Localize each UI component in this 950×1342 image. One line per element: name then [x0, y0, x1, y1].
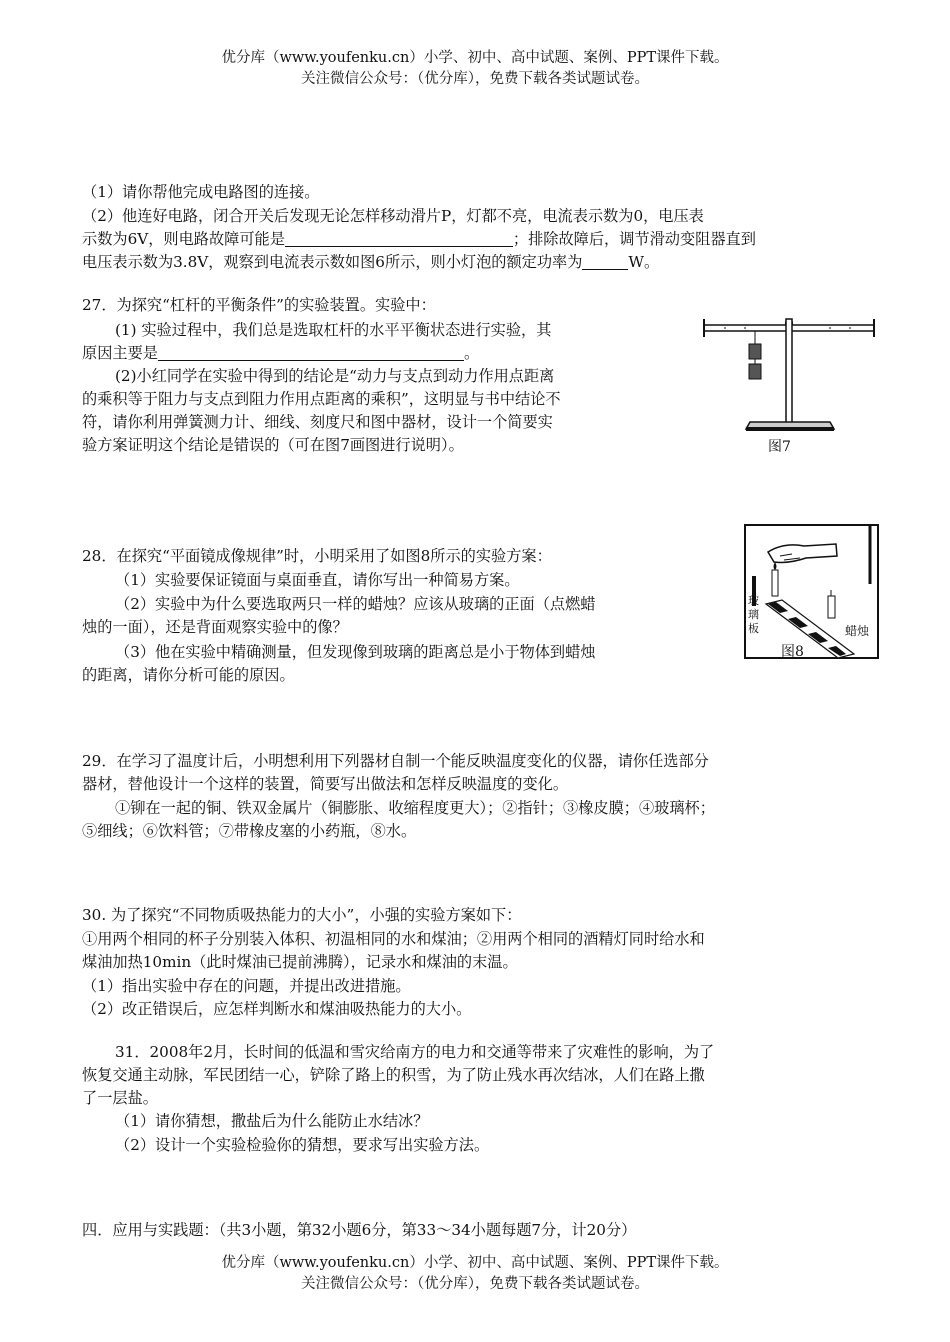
q27-sub2-line3: 符，请你利用弹簧测力计、细线、刻度尺和图中器材，设计一个简要实	[82, 413, 553, 431]
answer-blank[interactable]	[285, 230, 513, 247]
header-line-1: 优分库（www.youfenku.cn）小学、初中、高中试题、案例、PPT课件下载。	[221, 50, 729, 66]
glass-plate-label	[748, 594, 759, 636]
candle-front	[772, 570, 778, 596]
q28-sub3-line1: （3）他在实验中精确测量，但发现像到玻璃的距离总是小于物体到蜡烛	[115, 643, 596, 661]
mirror-figure	[744, 524, 880, 660]
header-line-2: 关注微信公众号：（优分库），免费下载各类试题试卷。	[301, 71, 649, 87]
q27-sub1-line1: (1) 实验过程中，我们总是选取杠杆的水平平衡状态进行实验，其	[115, 321, 552, 339]
q27-sub2-line1: (2)小红同学在实验中得到的结论是“动力与支点到动力作用点距离	[115, 367, 555, 385]
q30-sub2: （2）改正错误后，应怎样判断水和煤油吸热能力的大小。	[82, 1000, 472, 1018]
q31-sub1: （1）请你猜想，撒盐后为什么能防止水结冰？	[115, 1112, 429, 1130]
candle-label: 蜡烛	[845, 624, 870, 638]
q30-scheme-line1: ①用两个相同的杯子分别装入体积、初温相同的水和煤油；②用两个相同的酒精灯同时给水和	[82, 930, 705, 948]
glass-plate-label-1: 玻	[748, 594, 759, 607]
figure-8-caption: 图8	[781, 644, 804, 660]
q29-line2: 器材，替他设计一个这样的装置，简要写出做法和怎样反映温度的变化。	[82, 775, 568, 793]
q27-sub1-line2-text: 原因主要是	[82, 344, 158, 362]
q28-sub3-line2: 的距离，请你分析可能的原因。	[82, 666, 295, 684]
q30-title: 30. 为了探究“不同物质吸热能力的大小”，小强的实验方案如下：	[82, 906, 522, 924]
lever-figure	[700, 310, 880, 438]
q27-sub1-line2-text-end: 。	[463, 344, 480, 362]
q26-part2-line3-text: 电压表示数为3.8V，观察到电流表示数如图6所示，则小灯泡的额定功率为	[82, 253, 583, 271]
q26-part2-line2	[82, 228, 756, 250]
q31-line3: 了一层盐。	[82, 1089, 158, 1107]
lever-stand-pole	[786, 319, 792, 429]
figure-7-caption: 图7	[768, 439, 791, 455]
footer-line-2: 关注微信公众号：（优分库），免费下载各类试题试卷。	[301, 1276, 649, 1292]
section-4-title: 四．应用与实践题：（共3小题，第32小题6分，第33～34小题每题7分，计20分）	[82, 1221, 637, 1239]
q29-materials-line2: ⑤细线；⑥饮料管；⑦带橡皮塞的小药瓶，⑧水。	[82, 822, 417, 840]
q30-sub1: （1）指出实验中存在的问题，并提出改进措施。	[82, 977, 411, 995]
q26-part2-line3	[82, 251, 659, 273]
q26-part1: （1）请你帮他完成电路图的连接。	[82, 183, 320, 201]
q27-sub2-line2: 的乘积等于阻力与支点到阻力作用点距离的乘积”，这明显与书中结论不	[82, 390, 561, 408]
q26-part2-line2-text: 示数为6V，则电路故障可能是	[82, 230, 285, 248]
answer-blank[interactable]	[158, 344, 464, 361]
q28-sub2-line1: （2）实验中为什么要选取两只一样的蜡烛？应该从玻璃的正面（点燃蜡	[115, 595, 596, 613]
glass-plate-label-2: 璃	[748, 608, 759, 621]
q28-title: 28．在探究“平面镜成像规律”时，小明采用了如图8所示的实验方案：	[82, 547, 552, 565]
q29-materials-line1: ①铆在一起的铜、铁双金属片（铜膨胀、收缩程度更大）；②指针；③橡皮膜；④玻璃杯；	[115, 799, 715, 817]
q27-sub2-line4: 验方案证明这个结论是错误的（可在图7画图进行说明）。	[82, 436, 464, 454]
glass-plate-label-3: 板	[748, 622, 759, 635]
q27-sub1-line2	[82, 342, 479, 364]
q26-part2-line1: （2）他连好电路，闭合开关后发现无论怎样移动滑片P，灯都不亮，电流表示数为0，电压表	[82, 207, 704, 225]
q27-title: 27．为探究“杠杆的平衡条件”的实验装置。实验中：	[82, 296, 436, 314]
candle-behind	[828, 596, 835, 618]
q28-sub1: （1）实验要保证镜面与桌面垂直，请你写出一种简易方案。	[115, 571, 520, 589]
q26-part2-line3-text-end: W。	[628, 253, 660, 271]
q31-sub2: （2）设计一个实验检验你的猜想，要求写出实验方法。	[115, 1136, 490, 1154]
footer-line-1: 优分库（www.youfenku.cn）小学、初中、高中试题、案例、PPT课件下载。	[221, 1255, 729, 1271]
q31-line1: 31．2008年2月，长时间的低温和雪灾给南方的电力和交通等带来了灾难性的影响，为了	[115, 1043, 715, 1061]
q29-line1: 29．在学习了温度计后，小明想利用下列器材自制一个能反映温度变化的仪器，请你任选部分	[82, 752, 709, 770]
answer-blank[interactable]	[582, 253, 628, 270]
hook-weight	[749, 344, 761, 359]
hook-weight	[749, 364, 761, 379]
q30-scheme-line2: 煤油加热10min（此时煤油已提前沸腾），记录水和煤油的末温。	[82, 953, 518, 971]
q31-line2: 恢复交通主动脉，军民团结一心，铲除了路上的积雪，为了防止残水再次结冰，人们在路上撒	[82, 1066, 705, 1084]
q26-part2-line2-text-end: ；排除故障后，调节滑动变阻器直到	[512, 230, 756, 248]
q28-sub2-line2: 烛的一面），还是背面观察实验中的像？	[82, 618, 348, 636]
